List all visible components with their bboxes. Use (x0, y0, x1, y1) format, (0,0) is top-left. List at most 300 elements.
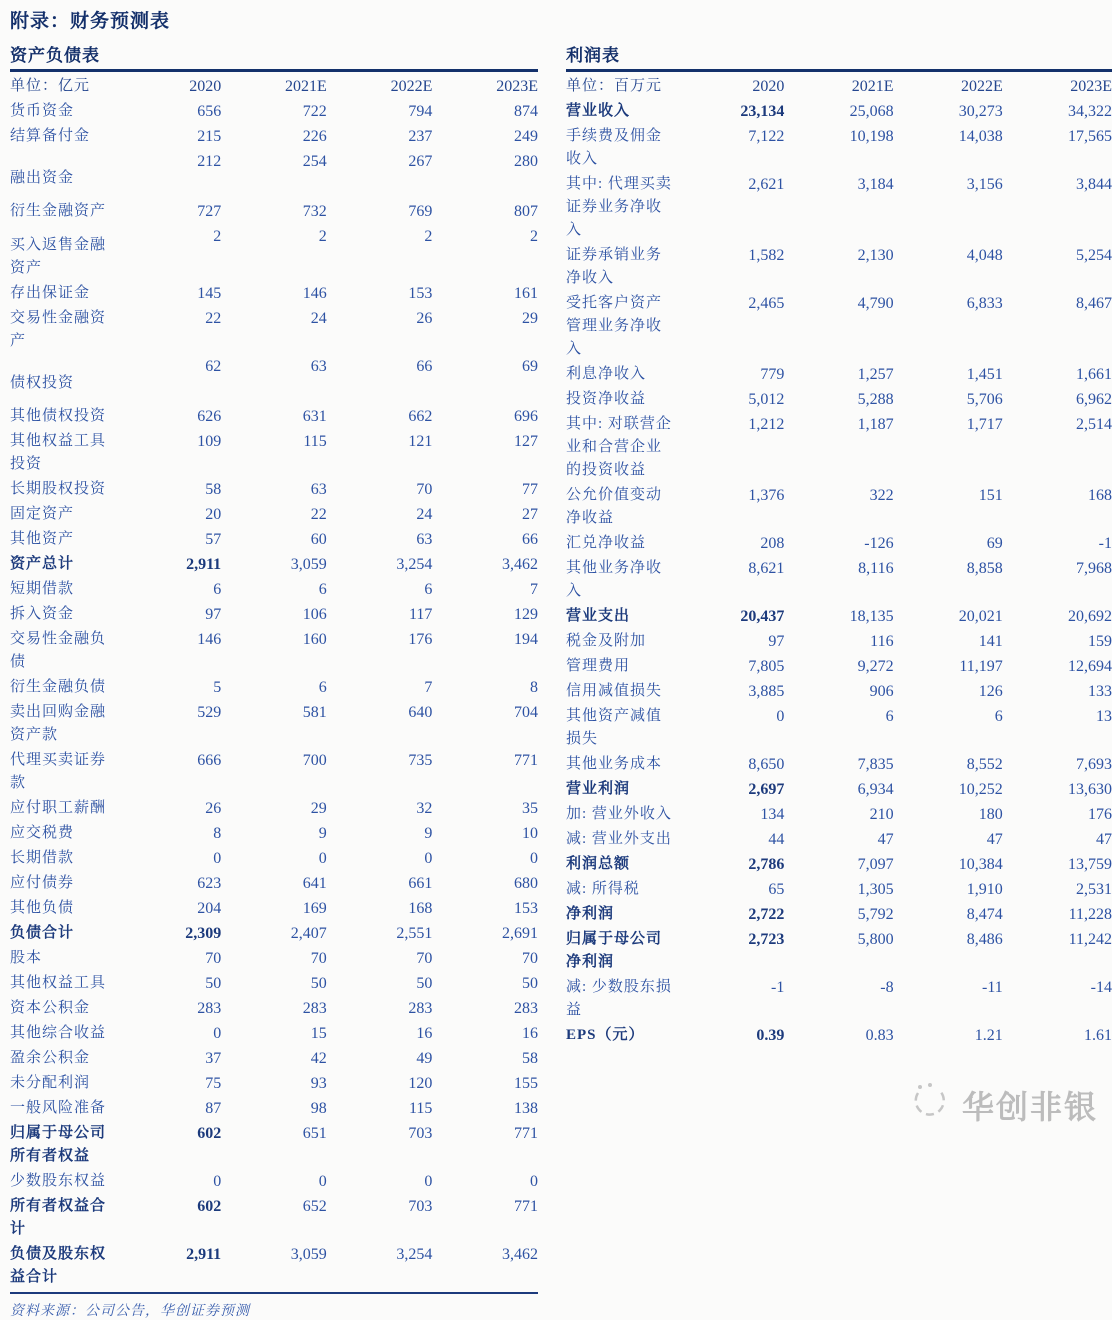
row-label: 减: 所得税 (566, 881, 640, 897)
table-row (10, 627, 538, 675)
cell-value: 666 (197, 752, 222, 769)
cell-value: 161 (514, 285, 538, 302)
cell-value: 11,228 (1068, 906, 1112, 923)
cell-value: -1 (771, 979, 785, 996)
table-row (566, 777, 1112, 802)
cell-value: 680 (514, 875, 538, 892)
cell-value: 2,130 (857, 247, 894, 264)
table-row (10, 429, 538, 477)
cell-value: 5,012 (748, 391, 785, 408)
cell-value: 3,059 (290, 1246, 327, 1263)
table-row (10, 1021, 538, 1046)
cell-value: 6 (994, 708, 1003, 725)
cell-value: 2,531 (1076, 881, 1112, 898)
table-row (566, 99, 1112, 124)
cell-value: 16 (416, 1025, 433, 1042)
row-label: 手续费及佣金收入 (566, 128, 663, 167)
cell-value: 151 (978, 487, 1003, 504)
cell-value: 98 (310, 1100, 327, 1117)
cell-value: 8 (530, 679, 538, 696)
cell-value: 75 (205, 1075, 222, 1092)
row-label: 其中: 代理买卖证券业务净收入 (566, 176, 672, 238)
cell-value: 727 (197, 203, 222, 220)
cell-value: 93 (310, 1075, 327, 1092)
cell-value: 602 (197, 1198, 222, 1215)
cell-value: 7,805 (748, 658, 785, 675)
cell-value: 4,048 (966, 247, 1003, 264)
cell-value: 106 (302, 606, 327, 623)
cell-value: 1,257 (857, 366, 894, 383)
cell-value: 0 (530, 1173, 538, 1190)
cell-value: 0 (424, 850, 433, 867)
cell-value: 47 (986, 831, 1003, 848)
cell-value: 168 (408, 900, 433, 917)
cell-value: 5,706 (966, 391, 1003, 408)
row-label: 存出保证金 (10, 285, 91, 301)
table-row (10, 675, 538, 700)
cell-value: 20 (205, 506, 222, 523)
cell-value: 267 (408, 153, 433, 170)
cell-value: 87 (205, 1100, 222, 1117)
cell-value: 0 (213, 1025, 222, 1042)
row-label: 其他综合收益 (10, 1025, 107, 1041)
row-label: 管理费用 (566, 658, 631, 674)
cell-value: 283 (302, 1000, 327, 1017)
cell-value: 153 (408, 285, 433, 302)
cell-value: 16 (522, 1025, 538, 1042)
cell-value: 8,552 (966, 756, 1003, 773)
cell-value: 70 (416, 481, 433, 498)
table-row (10, 502, 538, 527)
cell-value: 1.21 (974, 1027, 1003, 1044)
cell-value: 2,786 (748, 856, 785, 873)
table-row (566, 1023, 1112, 1048)
cell-value: 10 (522, 825, 538, 842)
row-label: 其他业务净收入 (566, 560, 663, 599)
table-row (566, 752, 1112, 777)
cell-value: 69 (986, 535, 1003, 552)
cell-value: 146 (197, 631, 222, 648)
table-row (10, 199, 538, 224)
row-label: 利息净收入 (566, 366, 647, 382)
table-row (10, 846, 538, 871)
cell-value: 58 (205, 481, 222, 498)
cell-value: 0 (318, 850, 327, 867)
cell-value: 0 (776, 708, 785, 725)
cell-value: 133 (1088, 683, 1112, 700)
income-statement-section (566, 41, 1112, 1048)
cell-value: 5,792 (857, 906, 894, 923)
row-label: 长期股权投资 (10, 481, 107, 497)
row-label: 投资净收益 (566, 391, 647, 407)
row-label: 其他权益工具投资 (10, 433, 107, 472)
cell-value: 771 (514, 1198, 538, 1215)
cell-value: 6 (213, 581, 222, 598)
cell-value: -14 (1090, 979, 1112, 996)
cell-value: 2,911 (186, 1246, 222, 1263)
row-label: 衍生金融负债 (10, 679, 107, 695)
cell-value: 27 (522, 506, 538, 523)
column-header: 2023E (496, 78, 538, 95)
header-row (10, 74, 538, 99)
cell-value: 8,650 (748, 756, 785, 773)
row-label: 盈余公积金 (10, 1050, 91, 1066)
cell-value: 656 (197, 103, 222, 120)
row-label: 资本公积金 (10, 1000, 91, 1016)
table-row (566, 877, 1112, 902)
cell-value: 155 (514, 1075, 538, 1092)
table-row (10, 306, 538, 354)
cell-value: 47 (1096, 831, 1112, 848)
row-label: 信用减值损失 (566, 683, 663, 699)
cell-value: 6 (424, 581, 433, 598)
table-row (10, 149, 538, 199)
cell-value: 176 (408, 631, 433, 648)
cell-value: 210 (869, 806, 894, 823)
table-row (566, 243, 1112, 291)
cell-value: 283 (514, 1000, 538, 1017)
cell-value: 0.83 (865, 1027, 894, 1044)
cell-value: 63 (310, 481, 327, 498)
cell-value: 1,717 (966, 416, 1003, 433)
cell-value: 58 (522, 1050, 538, 1067)
table-row (10, 1121, 538, 1169)
table-row (10, 1242, 538, 1290)
cell-value: 254 (302, 153, 327, 170)
cell-value: 7 (530, 581, 538, 598)
table-row (10, 281, 538, 306)
table-row (566, 483, 1112, 531)
cell-value: 6 (885, 708, 894, 725)
cell-value: 25,068 (849, 103, 894, 120)
cell-value: 34,322 (1068, 103, 1112, 120)
cell-value: 794 (408, 103, 433, 120)
row-label: 买入返售金融资产 (10, 237, 107, 276)
cell-value: 169 (302, 900, 327, 917)
cell-value: 771 (514, 752, 538, 769)
cell-value: 145 (197, 285, 222, 302)
row-label: 其中: 对联营企业和合营企业的投资收益 (566, 416, 672, 478)
row-label: 交易性金融负债 (10, 631, 107, 670)
cell-value: 9 (424, 825, 433, 842)
cell-value: 2,309 (185, 925, 222, 942)
table-row (10, 821, 538, 846)
cell-value: 6,833 (966, 295, 1003, 312)
cell-value: 26 (416, 310, 433, 327)
table-row (566, 172, 1112, 243)
cell-value: 29 (310, 800, 327, 817)
cell-value: 70 (205, 950, 222, 967)
cell-value: 3,885 (748, 683, 785, 700)
cell-value: 735 (408, 752, 433, 769)
cell-value: 204 (197, 900, 222, 917)
cell-value: 6,962 (1076, 391, 1112, 408)
cell-value: 1.61 (1084, 1027, 1112, 1044)
row-label: 汇兑净收益 (566, 535, 647, 551)
row-label: 其他资产减值损失 (566, 708, 663, 747)
cell-value: 50 (416, 975, 433, 992)
cell-value: 640 (408, 704, 433, 721)
row-label: 其他债权投资 (10, 408, 107, 424)
cell-value: 226 (302, 128, 327, 145)
cell-value: 77 (522, 481, 538, 498)
table-row (10, 552, 538, 577)
cell-value: 115 (408, 1100, 433, 1117)
cell-value: 50 (310, 975, 327, 992)
cell-value: 8,486 (966, 931, 1003, 948)
cell-value: 771 (514, 1125, 538, 1142)
cell-value: 24 (310, 310, 327, 327)
cell-value: 6 (318, 679, 327, 696)
balance-sheet-title: 资产负债表 (10, 46, 100, 65)
cell-value: 703 (408, 1125, 433, 1142)
table-row (566, 827, 1112, 852)
cell-value: 66 (416, 358, 433, 375)
cell-value: 146 (302, 285, 327, 302)
row-label: 税金及附加 (566, 633, 647, 649)
table-row (10, 477, 538, 502)
table-row (566, 975, 1112, 1023)
cell-value: 651 (302, 1125, 327, 1142)
column-header: 2022E (960, 78, 1003, 95)
row-label: 固定资产 (10, 506, 75, 522)
cell-value: 70 (310, 950, 327, 967)
balance-sheet-section (10, 41, 538, 1320)
cell-value: 2 (424, 228, 433, 245)
cell-value: 22 (310, 506, 327, 523)
table-row (10, 124, 538, 149)
table-row (566, 852, 1112, 877)
cell-value: 700 (302, 752, 327, 769)
cell-value: 10,252 (958, 781, 1003, 798)
cell-value: 116 (870, 633, 894, 650)
income-statement-table (566, 74, 1112, 1048)
table-row (566, 556, 1112, 604)
row-label: 少数股东权益 (10, 1173, 107, 1189)
cell-value: 7,693 (1076, 756, 1112, 773)
row-label: 负债合计 (10, 925, 75, 941)
table-row (10, 527, 538, 552)
cell-value: 23,134 (740, 103, 785, 120)
row-label: 应交税费 (10, 825, 75, 841)
cell-value: 8,621 (748, 560, 785, 577)
cell-value: 7,122 (748, 128, 785, 145)
cell-value: 138 (514, 1100, 538, 1117)
cell-value: 732 (302, 203, 327, 220)
divider (10, 69, 538, 72)
row-label: 营业支出 (566, 608, 631, 624)
cell-value: 22 (205, 310, 222, 327)
cell-value: 696 (514, 408, 538, 425)
row-label: 货币资金 (10, 103, 75, 119)
row-label: 加: 营业外收入 (566, 806, 672, 822)
cell-value: 212 (197, 153, 222, 170)
cell-value: 662 (408, 408, 433, 425)
cell-value: 7 (424, 679, 433, 696)
cell-value: 24 (416, 506, 433, 523)
table-row (10, 700, 538, 748)
row-label: 受托客户资产管理业务净收入 (566, 295, 663, 357)
cell-value: 180 (978, 806, 1003, 823)
row-label: 融出资金 (10, 170, 75, 186)
row-label: 减: 少数股东损益 (566, 979, 672, 1018)
cell-value: 7,835 (857, 756, 894, 773)
cell-value: 9 (318, 825, 327, 842)
table-row (10, 224, 538, 281)
cell-value: 44 (768, 831, 785, 848)
cell-value: 10,384 (958, 856, 1003, 873)
cell-value: 1,376 (748, 487, 785, 504)
row-label: 归属于母公司所有者权益 (10, 1125, 107, 1164)
table-row (566, 124, 1112, 172)
row-label: 债权投资 (10, 375, 75, 391)
huachuang-logo-icon (906, 1079, 952, 1130)
cell-value: 581 (302, 704, 327, 721)
cell-value: 65 (768, 881, 785, 898)
cell-value: 13,759 (1068, 856, 1112, 873)
cell-value: 3,462 (502, 1246, 538, 1263)
cell-value: 1,212 (748, 416, 785, 433)
table-row (10, 946, 538, 971)
table-row (10, 404, 538, 429)
cell-value: 49 (416, 1050, 433, 1067)
cell-value: 6 (318, 581, 327, 598)
row-label: 长期借款 (10, 850, 75, 866)
table-row (10, 1071, 538, 1096)
cell-value: 661 (408, 875, 433, 892)
row-label: 拆入资金 (10, 606, 75, 622)
cell-value: 3,462 (502, 556, 538, 573)
table-row (566, 679, 1112, 704)
row-label: 资产总计 (10, 556, 75, 572)
cell-value: 62 (205, 358, 222, 375)
table-row (566, 704, 1112, 752)
row-label: 一般风险准备 (10, 1100, 107, 1116)
cell-value: 0 (318, 1173, 327, 1190)
column-header: 2022E (390, 78, 433, 95)
cell-value: 703 (408, 1198, 433, 1215)
row-label: 归属于母公司净利润 (566, 931, 663, 970)
cell-value: 4,790 (857, 295, 894, 312)
cell-value: 121 (408, 433, 433, 450)
cell-value: 1,661 (1076, 366, 1112, 383)
cell-value: 32 (416, 800, 433, 817)
table-row (566, 654, 1112, 679)
row-label: 短期借款 (10, 581, 75, 597)
row-label: 代理买卖证券款 (10, 752, 107, 791)
cell-value: 5,800 (857, 931, 894, 948)
cell-value: 529 (197, 704, 222, 721)
cell-value: 7,097 (857, 856, 894, 873)
row-label: 其他权益工具 (10, 975, 107, 991)
cell-value: 3,184 (857, 176, 894, 193)
table-row (10, 577, 538, 602)
row-label: 净利润 (566, 906, 615, 922)
cell-value: 13 (1096, 708, 1112, 725)
cell-value: 134 (760, 806, 785, 823)
cell-value: 3,254 (396, 1246, 433, 1263)
cell-value: 42 (310, 1050, 327, 1067)
table-row (566, 362, 1112, 387)
cell-value: 5,254 (1076, 247, 1112, 264)
table-row (566, 927, 1112, 975)
cell-value: 2,407 (290, 925, 327, 942)
watermark (906, 1079, 1098, 1130)
cell-value: 5 (213, 679, 222, 696)
cell-value: 2 (213, 228, 222, 245)
table-row (566, 412, 1112, 483)
table-row (10, 1046, 538, 1071)
cell-value: 120 (408, 1075, 433, 1092)
table-row (566, 802, 1112, 827)
row-label: 衍生金融资产 (10, 203, 107, 219)
column-header: 2021E (851, 78, 894, 95)
table-row (10, 921, 538, 946)
cell-value: 623 (197, 875, 222, 892)
divider (10, 1292, 538, 1294)
cell-value: 47 (877, 831, 894, 848)
table-row (10, 99, 538, 124)
cell-value: 115 (303, 433, 327, 450)
cell-value: 11,197 (959, 658, 1003, 675)
cell-value: 50 (205, 975, 222, 992)
table-row (10, 871, 538, 896)
cell-value: 1,187 (857, 416, 894, 433)
row-label: 证券承销业务净收入 (566, 247, 663, 286)
cell-value: 2 (318, 228, 327, 245)
cell-value: 2 (530, 228, 538, 245)
cell-value: 237 (408, 128, 433, 145)
cell-value: 1,451 (966, 366, 1003, 383)
cell-value: -126 (864, 535, 894, 552)
cell-value: 66 (522, 531, 538, 548)
cell-value: 17,565 (1068, 128, 1112, 145)
cell-value: 208 (760, 535, 785, 552)
cell-value: 26 (205, 800, 222, 817)
cell-value: 2,723 (748, 931, 785, 948)
table-row (566, 629, 1112, 654)
table-row (566, 531, 1112, 556)
cell-value: 60 (310, 531, 327, 548)
balance-sheet-table (10, 74, 538, 1290)
row-label: 利润总额 (566, 856, 631, 872)
cell-value: 37 (205, 1050, 222, 1067)
cell-value: 141 (978, 633, 1003, 650)
cell-value: 8,116 (858, 560, 894, 577)
watermark-text: 华创非银 (961, 1088, 1098, 1125)
cell-value: 3,844 (1076, 176, 1112, 193)
column-header: 2020 (189, 78, 222, 95)
row-label: 所有者权益合计 (10, 1198, 107, 1237)
cell-value: 63 (416, 531, 433, 548)
cell-value: 8 (213, 825, 222, 842)
cell-value: 117 (408, 606, 433, 623)
cell-value: 1,910 (966, 881, 1003, 898)
cell-value: 9,272 (857, 658, 894, 675)
cell-value: 176 (1088, 806, 1112, 823)
row-label: 营业收入 (566, 103, 631, 119)
cell-value: 1,305 (857, 881, 894, 898)
cell-value: 168 (1088, 487, 1112, 504)
cell-value: 50 (522, 975, 538, 992)
cell-value: 70 (522, 950, 538, 967)
table-row (10, 796, 538, 821)
cell-value: 20,437 (740, 608, 785, 625)
source-note: 资料来源：公司公告，华创证券预测 (10, 1304, 250, 1319)
cell-value: 322 (869, 487, 894, 504)
cell-value: 13,630 (1068, 781, 1112, 798)
cell-value: 0 (530, 850, 538, 867)
